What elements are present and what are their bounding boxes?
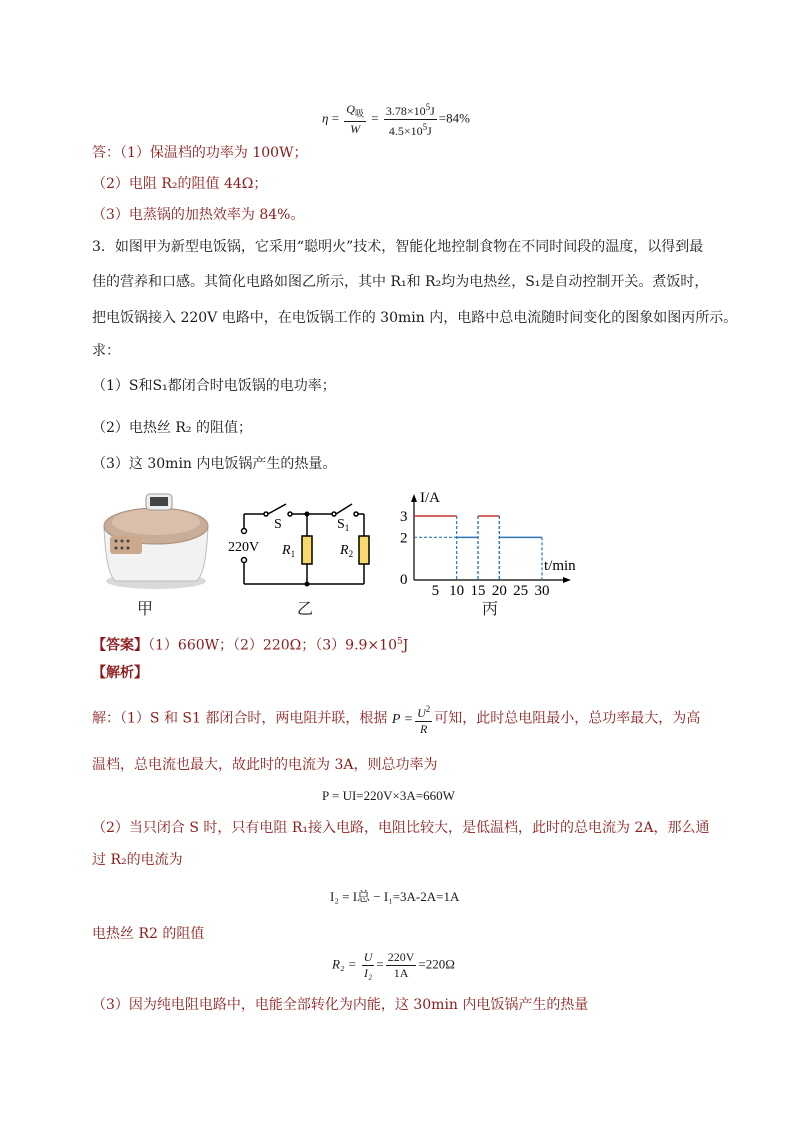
num2a: 3.78×10 bbox=[385, 104, 426, 118]
s1-sub: 1 bbox=[344, 523, 350, 533]
q-symbol: Q bbox=[346, 101, 355, 116]
formula-power: P = UI=220V×3A=660W bbox=[322, 788, 455, 803]
current-time-chart bbox=[392, 486, 602, 598]
x-tick-label: 15 bbox=[470, 583, 486, 598]
x-tick-label: 30 bbox=[534, 583, 550, 598]
figure-label-jia: 甲 bbox=[137, 599, 154, 618]
answer-line-3: （3）电蒸锅的加热效率为 84%。 bbox=[92, 207, 305, 223]
x-axis-label: t/min bbox=[544, 558, 576, 574]
question-line-4: 求： bbox=[92, 343, 120, 359]
r2-equals: R₂ = bbox=[332, 956, 357, 972]
r-symbol: R bbox=[419, 722, 428, 736]
y-axis-arrow bbox=[411, 494, 417, 502]
figure-label-bing: 丙 bbox=[482, 599, 499, 618]
question-sub-2: （2）电热丝 R₂ 的阻值； bbox=[92, 420, 252, 436]
y-tick-label: 2 bbox=[400, 530, 408, 547]
rice-cooker-image bbox=[96, 486, 216, 596]
den2a: 4.5×10 bbox=[388, 124, 423, 138]
efficiency-result: =84% bbox=[438, 110, 470, 126]
question-sub-3: （3）这 30min 内电饭锅产生的热量。 bbox=[92, 456, 337, 472]
y-tick-label: 0 bbox=[400, 572, 408, 588]
eta-symbol: η bbox=[322, 110, 329, 126]
r2-label bbox=[339, 543, 353, 559]
numeric-fraction bbox=[384, 100, 437, 139]
solution-p2: 温档，总电流也最大，故此时的电流为 3A，则总功率为 bbox=[92, 757, 438, 773]
q-sub: 吸 bbox=[354, 108, 364, 119]
r2-sub: 2 bbox=[348, 549, 354, 559]
r1-sub: 1 bbox=[290, 549, 296, 559]
circuit-diagram bbox=[222, 492, 382, 597]
w-symbol: W bbox=[350, 122, 361, 137]
solution-p1b: 可知，此时总电阻最小，总功率最大，为高 bbox=[434, 710, 701, 727]
y-axis-label: I/A bbox=[420, 490, 440, 506]
question-line-2: 佳的营养和口感。其简化电路如图乙所示，其中 R₁和 R₂均为电热丝，S₁是自动控制开关。煮饭时， bbox=[92, 274, 709, 290]
q-over-w bbox=[344, 102, 366, 137]
power-formula bbox=[391, 704, 434, 736]
answer-exp: 5 bbox=[396, 637, 403, 647]
den2-exp: 5 bbox=[422, 122, 428, 132]
solution-p6: （3）因为纯电阻电路中，电能全部转化为内能，这 30min 内电饭锅产生的热量 bbox=[92, 997, 589, 1013]
voltage-num: 220V bbox=[387, 950, 415, 964]
answer-unit: J bbox=[402, 637, 409, 654]
r1-label bbox=[281, 543, 295, 559]
r1-main: R bbox=[282, 543, 291, 558]
u-exp: 2 bbox=[425, 704, 431, 714]
x-tick-label: 5 bbox=[431, 583, 440, 598]
formula-resistance bbox=[332, 950, 455, 981]
solution-p1 bbox=[92, 702, 700, 737]
switch-s-label: S bbox=[274, 517, 282, 532]
x-tick-label: 10 bbox=[449, 583, 465, 598]
solution-p5: 电热丝 R2 的阻值 bbox=[92, 926, 205, 942]
answer-line-2: （2）电阻 R₂的阻值 44Ω； bbox=[92, 176, 268, 192]
u-num: U bbox=[363, 950, 373, 964]
solution-p4: 过 R₂的电流为 bbox=[92, 852, 183, 868]
current-den: 1A bbox=[393, 966, 409, 980]
question-line-1: 3．如图甲为新型电饭锅，它采用“聪明火”技术，智能化地控制食物在不同时间段的温度，以得到最 bbox=[92, 239, 704, 255]
i2-den: I₂ bbox=[363, 966, 373, 980]
den2b: J bbox=[427, 124, 432, 138]
question-sub-1: （1）S和S₁都闭合时电饭锅的电功率； bbox=[92, 378, 336, 394]
answer-text: （1）660W；（2）220Ω；（3）9.9×10 bbox=[148, 637, 397, 654]
num2-exp: 5 bbox=[425, 102, 431, 112]
y-tick-label: 3 bbox=[400, 509, 408, 525]
r2-main: R bbox=[340, 543, 349, 558]
formula-current: I₂ = I总 − I₁=3A-2A=1A bbox=[330, 889, 460, 904]
x-tick-label: 20 bbox=[491, 583, 507, 598]
resistance-result: =220Ω bbox=[418, 956, 455, 972]
u-symbol: U bbox=[417, 706, 426, 720]
answer-label: 【答案】 bbox=[92, 637, 148, 654]
voltage-label: 220V bbox=[228, 540, 260, 555]
analysis-label: 【解析】 bbox=[92, 665, 148, 681]
p-equals: P = bbox=[391, 711, 414, 727]
switch-s1-label bbox=[337, 517, 349, 533]
figure-label-yi: 乙 bbox=[297, 599, 314, 618]
solution-p1a: 解：（1）S 和 S1 都闭合时，两电阻并联，根据 bbox=[92, 710, 388, 727]
answer-line-1: 答：（1）保温档的功率为 100W； bbox=[92, 145, 308, 161]
solution-p3: （2）当只闭合 S 时，只有电阻 R₁接入电路，电阻比较大，是低温档，此时的总电流为 2A，那么通 bbox=[92, 820, 710, 836]
num2b: J bbox=[430, 104, 435, 118]
question-line-3: 把电饭锅接入 220V 电路中，在电饭锅工作的 30min 内，电路中总电流随时间变化的图象如图丙所示。 bbox=[92, 310, 738, 326]
efficiency-formula: η = $\frac{Q_吸}{W}$ = $\frac{3.78\times 10^5J}{4.5\times 10^5J}$ =84% bbox=[322, 101, 470, 138]
x-tick-label: 25 bbox=[513, 583, 529, 598]
s1-main: S bbox=[337, 517, 345, 532]
equals: = bbox=[376, 956, 384, 972]
x-axis-arrow bbox=[563, 577, 571, 583]
answer-summary bbox=[92, 632, 408, 656]
